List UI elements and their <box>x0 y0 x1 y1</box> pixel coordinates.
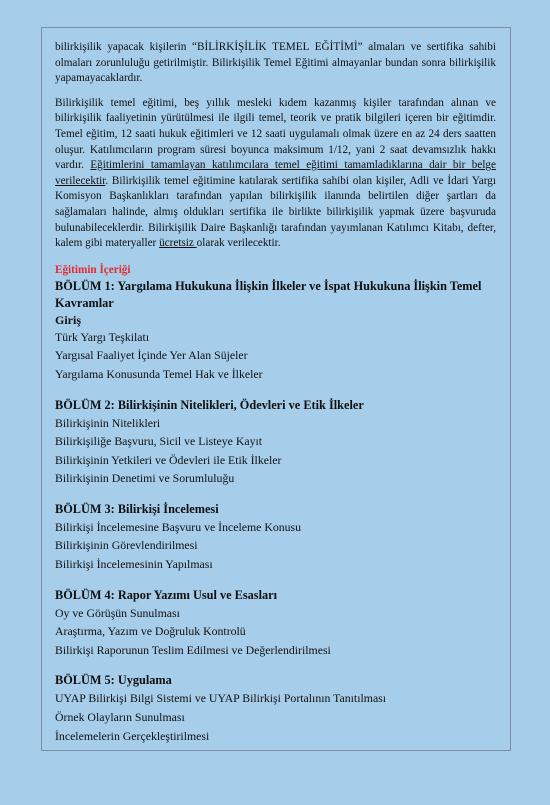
list-item: Bilirkişinin Nitelikleri <box>55 415 161 430</box>
list-item: Yargılama Konusunda Temel Hak ve İlkeler <box>55 366 263 381</box>
section-4 <box>55 587 496 660</box>
training-text-c: olarak verilecektir. <box>196 237 281 250</box>
list-item: Örnek Olayların Sunulması <box>55 710 185 725</box>
list-item: Bilirkişinin Denetimi ve Sorumluluğu <box>55 471 235 486</box>
section-title: BÖLÜM 4: Rapor Yazımı Usul ve Esasları <box>55 587 278 602</box>
list-item: Bilirkişinin Yetkileri ve Ödevleri ile Etik İlkeler <box>55 452 282 467</box>
section-5 <box>55 672 496 745</box>
training-text-a: Bilirkişilik temel eğitimi, beş yıllık mesleki kıdem kazanmış kişiler tarafından alınan ve bilirkişilik faaliyetinin yürütülmesi ile ilgili temel, teorik ve pratik bilgileri içeren bir eğitimdir. Temel eğitim, 12 saati hukuk eğitimleri ve 12 saati uygulamalı olmak üzere en az 24 ders saatten oluşur. Katılımcıların program süresi boyunca maksimum 1/12, yani 2 saat devamsızlık hakkı vardır. <box>55 96 496 172</box>
list-item: Türk Yargı Teşkilatı <box>55 329 150 344</box>
intro-paragraph <box>55 40 496 87</box>
list-item: Oy ve Görüşün Sunulması <box>55 605 180 620</box>
list-item: Bilirkişi Raporunun Teslim Edilmesi ve Değerlendirilmesi <box>55 642 331 657</box>
content-heading: Eğitimin İçeriği <box>55 263 131 276</box>
list-item: UYAP Bilirkişi Bilgi Sistemi ve UYAP Bilirkişi Portalının Tanıtılması <box>55 691 387 706</box>
list-item: Bilirkişiliğe Başvuru, Sicil ve Listeye Kayıt <box>55 434 263 449</box>
document-page <box>41 27 511 751</box>
list-item: Bilirkişi İncelemesine Başvuru ve İnceleme Konusu <box>55 519 302 534</box>
training-paragraph <box>55 96 496 252</box>
section-title: BÖLÜM 3: Bilirkişi İncelemesi <box>55 501 219 516</box>
list-item: Bilirkişinin Görevlendirilmesi <box>55 538 198 553</box>
list-item: İncelemelerin Gerçekleştirilmesi <box>55 728 210 743</box>
intro-text: bilirkişilik yapacak kişilerin “BİLİRKİŞİLİK TEMEL EĞİTİMİ” almaları ve sertifika sahibi olmaları zorunluluğu getirilmiştir. Bilirkişilik Temel Eğitimi almayanlar bundan sonra bilirkişilik yapamayacaklardır. <box>55 41 496 85</box>
section-1 <box>55 278 496 384</box>
section-subtitle: Giriş <box>55 312 81 327</box>
list-item: Yargısal Faaliyet İçinde Yer Alan Süjeler <box>55 348 248 363</box>
free-note: ücretsiz <box>159 237 197 250</box>
list-item: Araştırma, Yazım ve Doğruluk Kontrolü <box>55 624 246 639</box>
training-text-b: . Bilirkişilik temel eğitimine katılarak sertifika sahibi olan kişiler, Adli ve İdari Yargı Komisyon Başkanlıkları tarafından yapılan bilirkişilik ilanında belirtilen diğer şartları da sağlamaları halinde, almış oldukları sertifika ile birlikte bilirkişilik yapmak üzere başvuruda bulunabileceklerdir. Bilirkişilik Daire Başkanlığı tarafından yayımlanan Katılımcı Kitabı, defter, kalem gibi materyaller <box>55 174 496 250</box>
section-2 <box>55 397 496 488</box>
section-3 <box>55 501 496 574</box>
section-title: BÖLÜM 5: Uygulama <box>55 673 172 688</box>
section-title: BÖLÜM 1: Yargılama Hukukuna İlişkin İlkeler ve İspat Hukukuna İlişkin Temel Kavramlar <box>55 278 482 310</box>
section-title: BÖLÜM 2: Bilirkişinin Nitelikleri, Ödevleri ve Etik İlkeler <box>55 397 364 412</box>
certificate-note: Eğitimlerini tamamlayan katılımcılara temel eğitimi tamamladıklarına dair bir belge verilecektir <box>55 159 496 187</box>
list-item: Bilirkişi İncelemesinin Yapılması <box>55 557 213 572</box>
